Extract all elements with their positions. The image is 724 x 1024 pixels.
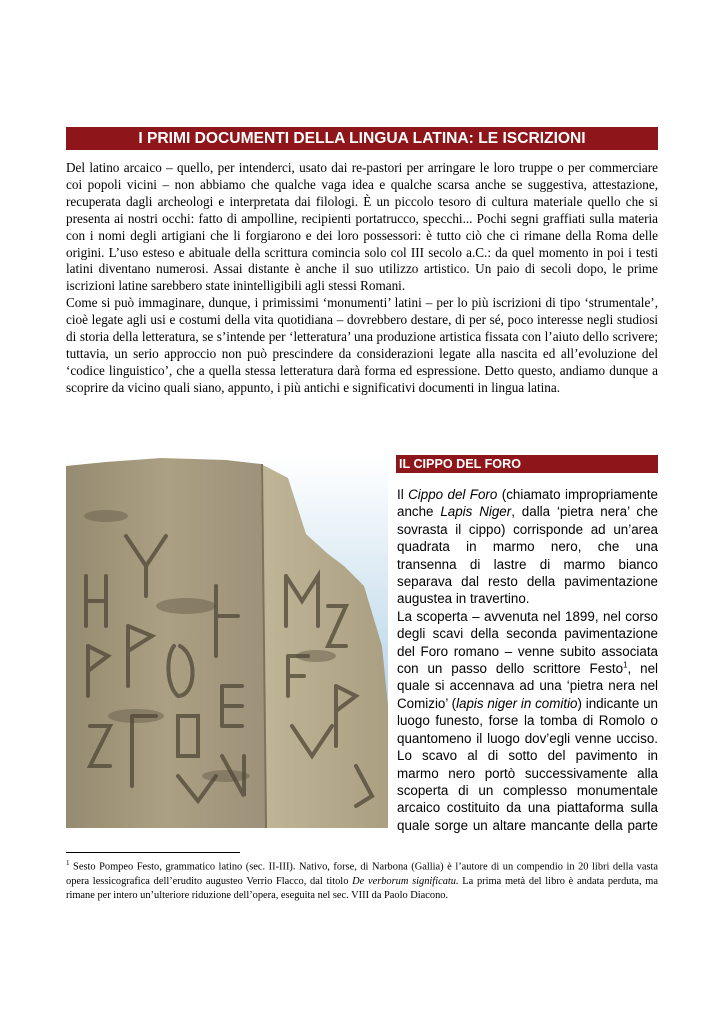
cippo-text	[397, 486, 658, 834]
cippo-paragraph-2: La scoperta – avvenuta nel 1899, nel corso degli scavi della seconda pavimentazione del Foro romano – venne subito associata con un passo dello scrittore Festo$^1$, nel quale si accennava ad una ‘pietra nera nel Comizio’ (lapis niger in comitio) indicante un luogo funesto, forse la tomba di Romolo o quantomeno il luogo dov’egli venne ucciso. Lo scavo al di sotto del pavimento in marmo nero portò successivamente alla scoperta di un complesso monumentale arcaico costituito da una piattaforma sulla quale sorge un altare mancante della parte	[397, 608, 658, 833]
cippo-stone-photo	[66, 456, 388, 828]
footnote: $^1$ Sesto Pompeo Festo, grammatico latino (sec. II-III). Nativo, forse, di Narbona (Gallia) è l’autore di un compendio in 20 libri della vasta opera lessicografica dell’erudito augusteo Verrio Flacco, dal titolo De verborum significatu. La prima metà del libro è andata perduta, ma rimane per intero un’ulteriore riduzione dell’opera, eseguita nel sec. VIII da Paolo Diacono.	[66, 859, 658, 901]
intro-text	[66, 160, 658, 397]
page-title: I PRIMI DOCUMENTI DELLA LINGUA LATINA: LE ISCRIZIONI	[66, 127, 658, 150]
intro-paragraph-1: Del latino arcaico – quello, per intenderci, usato dai re-pastori per arringare le loro truppe o per commerciare coi popoli vicini – non abbiamo che qualche vaga idea e qualche scarsa anche se suggestiva, attestazione, recuperata dagli archeologi e interpretata dai filologi. È un piccolo tesoro di cultura materiale quello che si presenta ai nostri occhi: fatto di ampolline, recipienti portatrucco, specchi... Pochi segni graffiati sulla materia con i nomi degli artigiani che li forgiarono e dei loro possessori: è tutto ciò che ci rimane della Roma delle origini. L’uso esteso e abituale della scrittura comincia solo col III secolo a.C.: da quel momento in poi i testi latini diventano numerosi. Assai distante è anche il suo utilizzo artistico. Un paio di secoli dopo, le prime iscrizioni latine sarebbero state inintelligibili agli stessi Romani.	[66, 160, 658, 294]
footnote-separator	[66, 852, 240, 853]
cippo-paragraph-1: Il Cippo del Foro (chiamato impropriamente anche Lapis Niger, dalla ‘pietra nera’ che sovrasta il cippo) corrisponde ad un’area quadrata in marmo nero, che una transenna di lastre di marmo bianco separava dal resto della pavimentazione augustea in travertino.	[397, 487, 658, 607]
section-heading: IL CIPPO DEL FORO	[396, 455, 658, 473]
intro-paragraph-2: Come si può immaginare, dunque, i primissimi ‘monumenti’ latini – per lo più iscrizioni di tipo ‘strumentale’, cioè legate agli usi e costumi della vita quotidiana – dovrebbero destare, di per sé, poco interesse negli studiosi di storia della letteratura, se s’intende per ‘letteratura’ una produzione artistica fissata con l’aiuto dello scrivere; tuttavia, un serio approccio non può prescindere da considerazioni legate alla nascita ed all’evoluzione del ‘codice linguistico’, che a quella stessa letteratura darà forma ed espressione. Detto questo, andiamo dunque a scoprire da vicino quali siano, appunto, i più antichi e significativi documenti in lingua latina.	[66, 295, 658, 395]
footnote-ref: 1	[623, 660, 628, 670]
